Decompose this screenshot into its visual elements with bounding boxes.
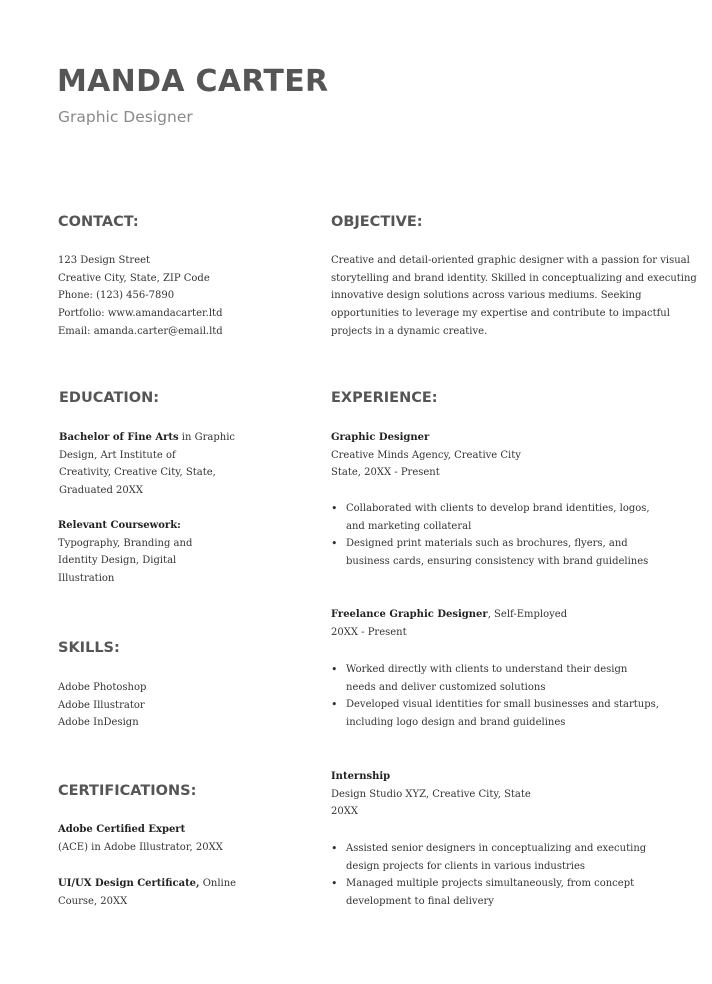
certification-2 (58, 875, 236, 910)
bullet-text: needs and deliver customized solutions (346, 681, 546, 693)
education-degree (59, 429, 235, 500)
objective-line: storytelling and brand identity. Skilled in conceptualizing and executing (331, 272, 697, 284)
bullet-text: • Managed multiple projects simultaneously, from concept (346, 878, 635, 890)
degree-line: Creativity, Creative City, State, (59, 467, 216, 479)
contact-email: Email: amanda.carter@email.ltd (58, 325, 223, 337)
skill-item: Adobe InDesign (58, 717, 139, 729)
bullet-text: design projects for clients in various industries (346, 860, 586, 872)
resume-title: Graphic Designer (58, 108, 193, 126)
objective-line: Creative and detail-oriented graphic designer with a passion for visual (331, 255, 690, 266)
certification-detail: (ACE) in Adobe Illustrator, 20XX (58, 841, 223, 853)
contact-phone: Phone: (123) 456-7890 (58, 290, 175, 302)
bullet-item (331, 500, 650, 535)
certification-name: Adobe Certified Expert (58, 824, 186, 835)
certification-1 (58, 821, 223, 856)
contact-section (58, 252, 223, 341)
contact-city: Creative City, State, ZIP Code (58, 272, 210, 284)
job-title: Graphic Designer (331, 432, 430, 443)
job-2-responsibilities (331, 661, 659, 732)
skill-item: Adobe Photoshop (58, 682, 147, 693)
bullet-text: including logo design and brand guidelines (346, 717, 566, 729)
contact-portfolio: Portfolio: www.amandacarter.ltd (58, 308, 223, 320)
bullet-text: • Worked directly with clients to understand their design (346, 664, 628, 675)
job-company: Creative Minds Agency, Creative City (331, 449, 521, 461)
certification-detail: Course, 20XX (58, 895, 128, 907)
degree-line: Design, Art Institute of (59, 449, 176, 461)
bullet-text: • Designed print materials such as brochures, flyers, and (346, 538, 628, 550)
resume-name: MANDA CARTER (57, 64, 329, 99)
bullet-text: • Collaborated with clients to develop brand identities, logos, (346, 503, 650, 514)
job-1-responsibilities (331, 500, 650, 571)
contact-address: 123 Design Street (58, 255, 151, 266)
bullet-text: development to final delivery (346, 896, 494, 908)
degree-name: Bachelor of Fine Arts (59, 432, 179, 443)
certification-detail: Online (199, 878, 237, 889)
bullet-text: • Assisted senior designers in conceptualizing and executing (346, 843, 647, 854)
bullet-text: and marketing collateral (346, 520, 472, 532)
degree-field: in Graphic (178, 432, 235, 443)
bullet-item (331, 661, 659, 696)
certification-name: UI/UX Design Certificate, (58, 878, 200, 889)
job-1 (331, 429, 521, 482)
skills-heading: SKILLS: (58, 640, 120, 656)
job-dates: 20XX - Present (331, 626, 407, 638)
job-title: Freelance Graphic Designer (331, 609, 488, 620)
objective-section (331, 252, 697, 341)
coursework-label: Relevant Coursework: (58, 520, 181, 531)
objective-line: innovative design solutions across various mediums. Seeking (331, 290, 642, 302)
job-dates: 20XX (331, 806, 358, 818)
objective-heading: OBJECTIVE: (331, 214, 423, 230)
experience-heading: EXPERIENCE: (331, 390, 438, 406)
job-3-responsibilities (331, 840, 646, 911)
job-2 (331, 606, 567, 641)
education-coursework (58, 517, 192, 588)
job-3 (331, 768, 531, 821)
job-employer: , Self-Employed (487, 609, 568, 620)
skill-item: Adobe Illustrator (58, 699, 145, 711)
coursework-line: Identity Design, Digital (58, 555, 177, 567)
bullet-text: business cards, ensuring consistency with brand guidelines (346, 556, 649, 568)
bullet-item (331, 535, 650, 570)
job-dates: State, 20XX - Present (331, 467, 440, 479)
contact-heading: CONTACT: (58, 214, 139, 230)
objective-line: projects in a dynamic creative. (331, 325, 488, 337)
coursework-line: Illustration (58, 573, 115, 585)
coursework-line: Typography, Branding and (58, 537, 193, 549)
skills-list (58, 679, 146, 732)
job-title: Internship (331, 771, 391, 782)
bullet-text: • Developed visual identities for small businesses and startups, (346, 699, 659, 711)
bullet-item (331, 840, 646, 875)
job-company: Design Studio XYZ, Creative City, State (331, 788, 531, 800)
bullet-item (331, 875, 646, 910)
degree-line: Graduated 20XX (59, 485, 144, 497)
education-heading: EDUCATION: (59, 390, 159, 406)
bullet-item (331, 696, 659, 731)
certifications-heading: CERTIFICATIONS: (58, 783, 197, 799)
objective-line: opportunities to leverage my expertise and contribute to impactful (331, 308, 670, 320)
